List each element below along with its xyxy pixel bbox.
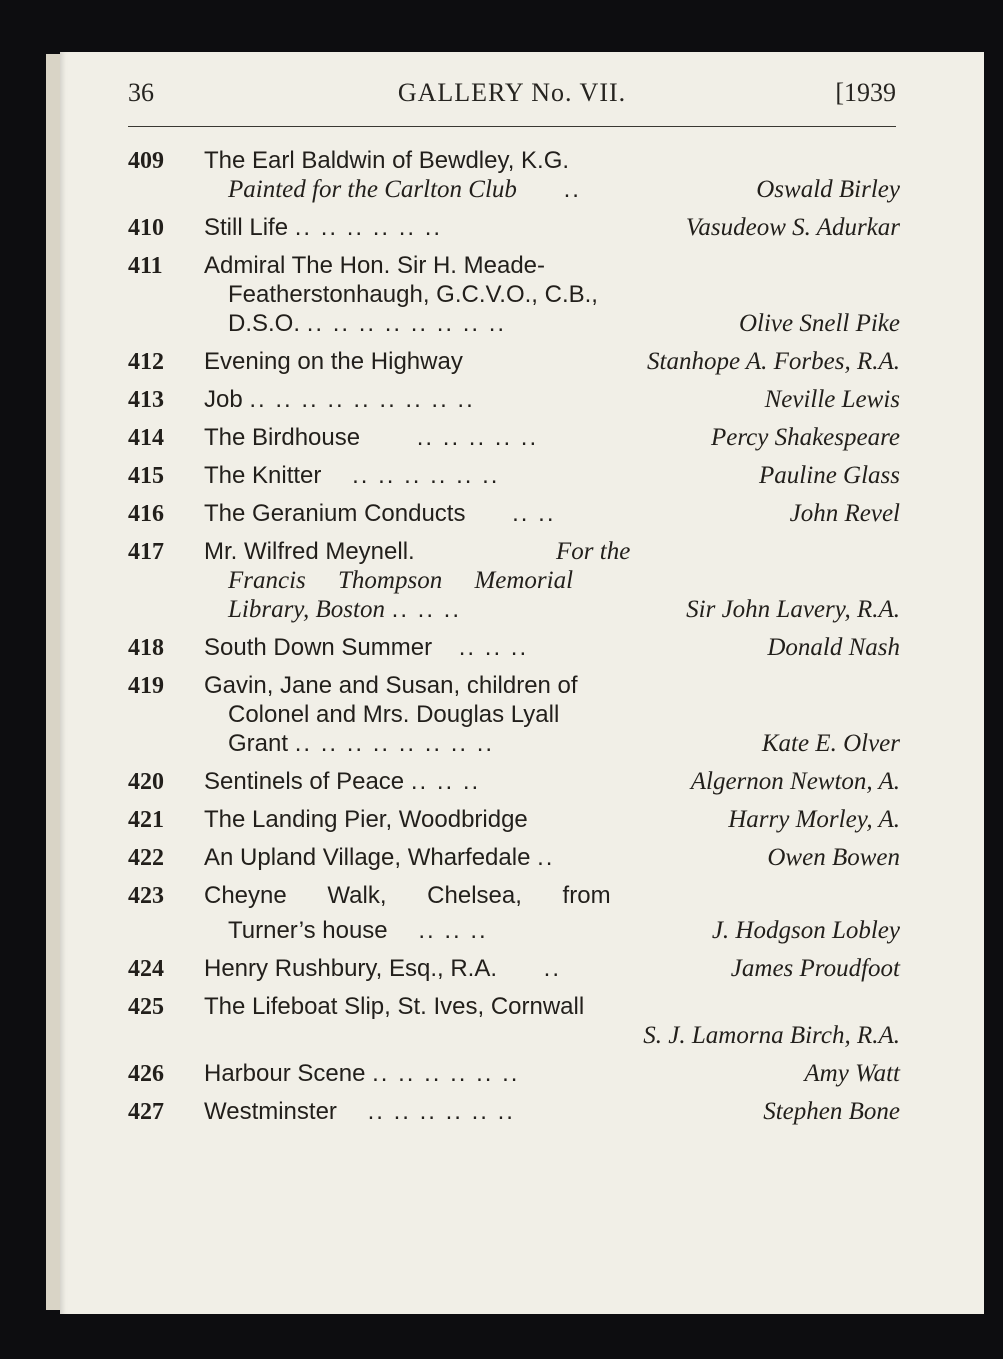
entry-line bbox=[228, 309, 900, 338]
entry-title: Henry Rushbury, Esq., R.A. bbox=[204, 955, 497, 982]
leader-dots: .. .. .. .. .. .. .. .. bbox=[306, 310, 507, 337]
entry-line bbox=[204, 633, 900, 662]
entry-artist: Stephen Bone bbox=[763, 1098, 900, 1125]
entry-number: 416 bbox=[128, 501, 164, 527]
entry-number: 419 bbox=[128, 673, 164, 699]
entry-artist: Sir John Lavery, R.A. bbox=[686, 596, 900, 623]
entry-number: 411 bbox=[128, 253, 163, 279]
entry-number: 423 bbox=[128, 883, 164, 909]
entry-title-end: Turner’s house bbox=[228, 917, 388, 944]
entry-artist: Vasudeow S. Adurkar bbox=[685, 214, 900, 241]
entry-title: The Knitter bbox=[204, 462, 322, 489]
entry-title-continued: Featherstonhaugh, G.C.V.O., C.B., bbox=[228, 281, 598, 308]
entry-line bbox=[228, 729, 900, 758]
catalogue-entry bbox=[128, 767, 900, 796]
entry-number: 420 bbox=[128, 769, 164, 795]
leader-dots: .. .. .. .. .. bbox=[416, 424, 539, 451]
leader-dots: .. .. bbox=[512, 500, 556, 527]
leader-dots: .. .. .. .. .. .. bbox=[352, 462, 500, 489]
entry-title: Sentinels of Peace bbox=[204, 768, 405, 795]
entry-title: Cheyne Walk, Chelsea, from bbox=[204, 882, 611, 909]
entry-artist: Amy Watt bbox=[804, 1060, 900, 1087]
entry-number: 424 bbox=[128, 956, 164, 982]
leader-dots: .. .. .. .. .. .. bbox=[372, 1060, 520, 1087]
catalogue-entry bbox=[128, 881, 900, 945]
entry-title: Harbour Scene bbox=[204, 1060, 366, 1087]
entry-line bbox=[204, 423, 900, 452]
entry-line bbox=[204, 385, 900, 414]
entry-line bbox=[204, 347, 900, 376]
entry-note-end: Library, Boston bbox=[228, 596, 385, 623]
catalogue-entry bbox=[128, 633, 900, 662]
entry-note-line bbox=[228, 175, 900, 204]
entry-number: 415 bbox=[128, 463, 164, 489]
entry-artist: Harry Morley, A. bbox=[728, 806, 900, 833]
catalogue-entry bbox=[128, 537, 900, 624]
entry-title: Job bbox=[204, 386, 243, 413]
entry-number: 425 bbox=[128, 994, 164, 1020]
entry-number: 421 bbox=[128, 807, 164, 833]
catalogue-entry bbox=[128, 671, 900, 758]
header-rule bbox=[128, 126, 896, 127]
entry-line bbox=[204, 213, 900, 242]
leader-dots: .. .. .. .. .. .. bbox=[367, 1098, 515, 1125]
entry-artist: S. J. Lamorna Birch, R.A. bbox=[643, 1022, 900, 1049]
leader-dots: .. bbox=[563, 176, 581, 203]
entry-note: For the bbox=[556, 538, 631, 565]
entry-artist: Algernon Newton, A. bbox=[690, 768, 900, 795]
catalogue-entry bbox=[128, 213, 900, 242]
entry-title: Evening on the Highway bbox=[204, 348, 463, 375]
entry-artist: Percy Shakespeare bbox=[710, 424, 900, 451]
leader-dots: .. .. .. .. .. .. bbox=[294, 214, 443, 241]
entry-number: 410 bbox=[128, 215, 164, 241]
entry-number: 409 bbox=[128, 148, 164, 174]
entry-title: Mr. Wilfred Meynell. bbox=[204, 538, 415, 565]
catalogue-entry bbox=[128, 461, 900, 490]
entry-number: 413 bbox=[128, 387, 164, 413]
leader-dots: .. .. .. bbox=[410, 768, 481, 795]
entry-artist: Kate E. Olver bbox=[761, 730, 900, 757]
entry-title: South Down Summer bbox=[204, 634, 433, 661]
entry-line bbox=[128, 1021, 900, 1050]
entry-number: 417 bbox=[128, 539, 164, 565]
entry-number: 427 bbox=[128, 1099, 164, 1125]
catalogue-year: [1939 bbox=[835, 78, 896, 107]
entry-title: Still Life bbox=[204, 214, 289, 241]
entry-title: The Lifeboat Slip, St. Ives, Cornwall bbox=[204, 993, 585, 1020]
entry-artist: Oswald Birley bbox=[756, 176, 900, 203]
entry-line bbox=[204, 461, 900, 490]
leader-dots: .. .. .. .. .. .. .. .. bbox=[294, 730, 495, 757]
page-number: 36 bbox=[128, 78, 154, 107]
entry-title-end: Grant bbox=[228, 730, 289, 757]
catalogue-entry bbox=[128, 251, 900, 338]
entry-line bbox=[204, 499, 900, 528]
catalogue-entry bbox=[128, 423, 900, 452]
catalogue-entry bbox=[128, 1097, 900, 1126]
entry-number: 418 bbox=[128, 635, 164, 661]
entry-note: Painted for the Carlton Club bbox=[228, 176, 517, 203]
entry-artist: J. Hodgson Lobley bbox=[711, 917, 900, 944]
entry-title-continued: Colonel and Mrs. Douglas Lyall bbox=[228, 701, 560, 728]
entry-title: The Landing Pier, Woodbridge bbox=[204, 806, 528, 833]
catalogue-entry bbox=[128, 992, 900, 1050]
entry-line bbox=[204, 805, 900, 834]
entry-line bbox=[204, 954, 900, 983]
entry-line bbox=[228, 595, 900, 624]
catalogue-entry bbox=[128, 843, 900, 872]
entry-line bbox=[228, 916, 900, 945]
catalogue-entry bbox=[128, 1059, 900, 1088]
entry-line bbox=[204, 767, 900, 796]
leader-dots: .. .. .. .. .. .. .. .. .. bbox=[249, 386, 475, 413]
entry-title: Gavin, Jane and Susan, children of bbox=[204, 672, 578, 699]
leader-dots: .. bbox=[543, 955, 562, 982]
entry-artist: Pauline Glass bbox=[759, 462, 900, 489]
catalogue-entry bbox=[128, 347, 900, 376]
leader-dots: .. .. .. bbox=[391, 596, 461, 623]
entry-number: 426 bbox=[128, 1061, 164, 1087]
page-header bbox=[128, 78, 896, 118]
entry-artist: Olive Snell Pike bbox=[738, 310, 900, 337]
entry-line bbox=[204, 1097, 900, 1126]
entry-number: 414 bbox=[128, 425, 164, 451]
leader-dots: .. .. .. bbox=[458, 634, 529, 661]
entry-artist: John Revel bbox=[789, 500, 900, 527]
entry-artist: Neville Lewis bbox=[764, 386, 900, 413]
entry-line bbox=[204, 537, 900, 566]
entry-artist: Owen Bowen bbox=[767, 844, 900, 871]
leader-dots: .. .. .. bbox=[418, 917, 488, 944]
gallery-title: GALLERY No. VII. bbox=[397, 78, 627, 107]
entry-artist: Donald Nash bbox=[767, 634, 900, 661]
entry-line bbox=[204, 1059, 900, 1088]
entry-number: 422 bbox=[128, 845, 164, 871]
entry-number: 412 bbox=[128, 349, 164, 375]
catalogue-entry bbox=[128, 805, 900, 834]
catalogue-entry bbox=[128, 499, 900, 528]
entry-title: An Upland Village, Wharfedale bbox=[204, 844, 531, 871]
catalogue-entry bbox=[128, 146, 900, 204]
entry-title-end: D.S.O. bbox=[228, 310, 301, 337]
catalogue-list bbox=[128, 146, 900, 1126]
entry-title: The Geranium Conducts bbox=[204, 500, 466, 527]
entry-title: The Birdhouse bbox=[204, 424, 361, 451]
entry-title: The Earl Baldwin of Bewdley, K.G. bbox=[204, 147, 570, 174]
entry-artist: James Proudfoot bbox=[730, 955, 900, 982]
entry-note-continued: Francis Thompson Memorial bbox=[228, 567, 574, 594]
catalogue-entry bbox=[128, 385, 900, 414]
catalogue-entry bbox=[128, 954, 900, 983]
entry-line bbox=[204, 843, 900, 872]
entry-title: Westminster bbox=[204, 1098, 337, 1125]
entry-title: Admiral The Hon. Sir H. Meade- bbox=[204, 252, 546, 279]
entry-artist: Stanhope A. Forbes, R.A. bbox=[647, 348, 900, 375]
leader-dots: .. bbox=[537, 844, 555, 871]
